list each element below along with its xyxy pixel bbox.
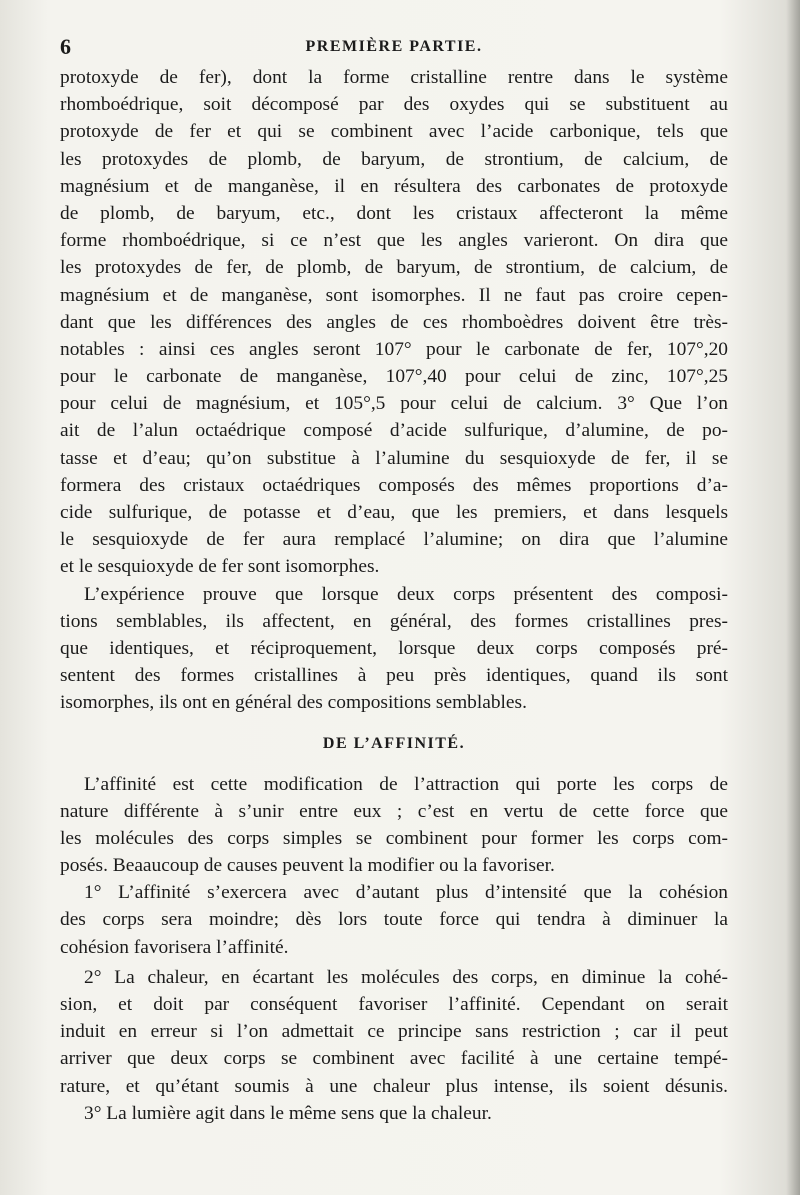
paragraph-heat <box>60 964 728 1100</box>
text-line: L’affinité est cette modification de l’attraction qui porte les corps de <box>84 773 728 795</box>
text-line: le sesquioxyde de fer aura remplacé l’alumine; on dira que l’alumine <box>60 529 728 551</box>
text-line: et le sesquioxyde de fer sont isomorphes. <box>60 556 380 578</box>
text-line: des corps sera moindre; dès lors toute force qui tendra à diminuer la <box>60 909 728 931</box>
text-line: forme rhomboédrique, si ce n’est que les angles varieront. On dira que <box>60 230 728 252</box>
text-line: cohésion favorisera l’affinité. <box>60 936 289 958</box>
running-head: PREMIÈRE PARTIE. <box>305 38 483 55</box>
text-line: induit en erreur si l’on admettait ce principe sans restriction ; car il peut <box>60 1021 728 1043</box>
page-number: 6 <box>60 34 71 59</box>
text-line: protoxyde de fer et qui se combinent avec l’acide carbonique, tels que <box>60 121 728 143</box>
text-line: de plomb, de baryum, etc., dont les cristaux affecteront la même <box>60 202 728 224</box>
text-line: posés. Beaaucoup de causes peuvent la modifier ou la favoriser. <box>60 855 555 877</box>
body-text <box>60 64 728 1127</box>
text-line: arriver que deux corps se combinent avec facilité à une certaine tempé- <box>60 1048 728 1070</box>
text-line: 1° L’affinité s’exercera avec d’autant plus d’intensité que la cohésion <box>84 882 728 904</box>
text-line: ait de l’alun octaédrique composé d’acide sulfurique, d’alumine, de po- <box>60 420 728 442</box>
text-line: les molécules des corps simples se combinent pour former les corps com- <box>60 827 728 849</box>
text-line: dant que les différences des angles de ces rhomboèdres doivent être très- <box>60 311 728 333</box>
paragraph-light <box>60 1100 728 1127</box>
text-line: que identiques, et réciproquement, lorsque deux corps composés pré- <box>60 637 728 659</box>
text-line: L’expérience prouve que lorsque deux corps présentent des composi- <box>84 583 728 605</box>
text-line: 3° La lumière agit dans le même sens que la chaleur. <box>84 1102 492 1124</box>
text-line: magnésium et de manganèse, sont isomorphes. Il ne faut pas croire cepen- <box>60 284 728 306</box>
paragraph-experience <box>60 581 728 717</box>
text-line: les protoxydes de fer, de plomb, de baryum, de strontium, de calcium, de <box>60 257 728 279</box>
paragraph-isomorphism <box>60 64 728 581</box>
text-line: tasse et d’eau; qu’on substitue à l’alumine du sesquioxyde de fer, il se <box>60 447 728 469</box>
text-line: cide sulfurique, de potasse et d’eau, que les premiers, et dans lesquels <box>60 502 728 523</box>
text-line: pour le carbonate de manganèse, 107°,40 pour celui de zinc, 107°,25 <box>60 366 728 388</box>
text-line: les protoxydes de plomb, de baryum, de strontium, de calcium, de <box>60 148 728 170</box>
text-line: notables : ainsi ces angles seront 107° pour le carbonate de fer, 107°,20 <box>60 338 728 360</box>
text-line: sion, et doit par conséquent favoriser l’affinité. Cependant on serait <box>60 994 728 1015</box>
text-line: magnésium et de manganèse, il en résultera des carbonates de protoxyde <box>60 175 728 197</box>
section-title: DE L’AFFINITÉ. <box>322 734 466 752</box>
text-line: nature différente à s’unir entre eux ; c’est en vertu de cette force que <box>60 800 728 822</box>
text-line: pour celui de magnésium, et 105°,5 pour celui de calcium. 3° Que l’on <box>60 393 728 415</box>
paragraph-affinity-definition <box>60 771 728 880</box>
text-line: tions semblables, ils affectent, en général, des formes cristallines pres- <box>60 610 728 632</box>
text-line: 2° La chaleur, en écartant les molécules des corps, en diminue la cohé- <box>84 966 728 988</box>
paragraph-cohesion <box>60 879 728 961</box>
text-line: sentent des formes cristallines à peu près identiques, quand ils sont <box>60 665 728 687</box>
text-line: formera des cristaux octaédriques composés des mêmes proportions d’a- <box>60 474 728 496</box>
page-header <box>60 34 728 62</box>
text-line: rhomboédrique, soit décomposé par des oxydes qui se substituent au <box>60 94 728 116</box>
text-line: rature, et qu’étant soumis à une chaleur plus intense, ils soient désunis. <box>60 1075 728 1097</box>
text-line: isomorphes, ils ont en général des compositions semblables. <box>60 692 527 714</box>
text-line: protoxyde de fer), dont la forme cristalline rentre dans le système <box>60 67 728 88</box>
